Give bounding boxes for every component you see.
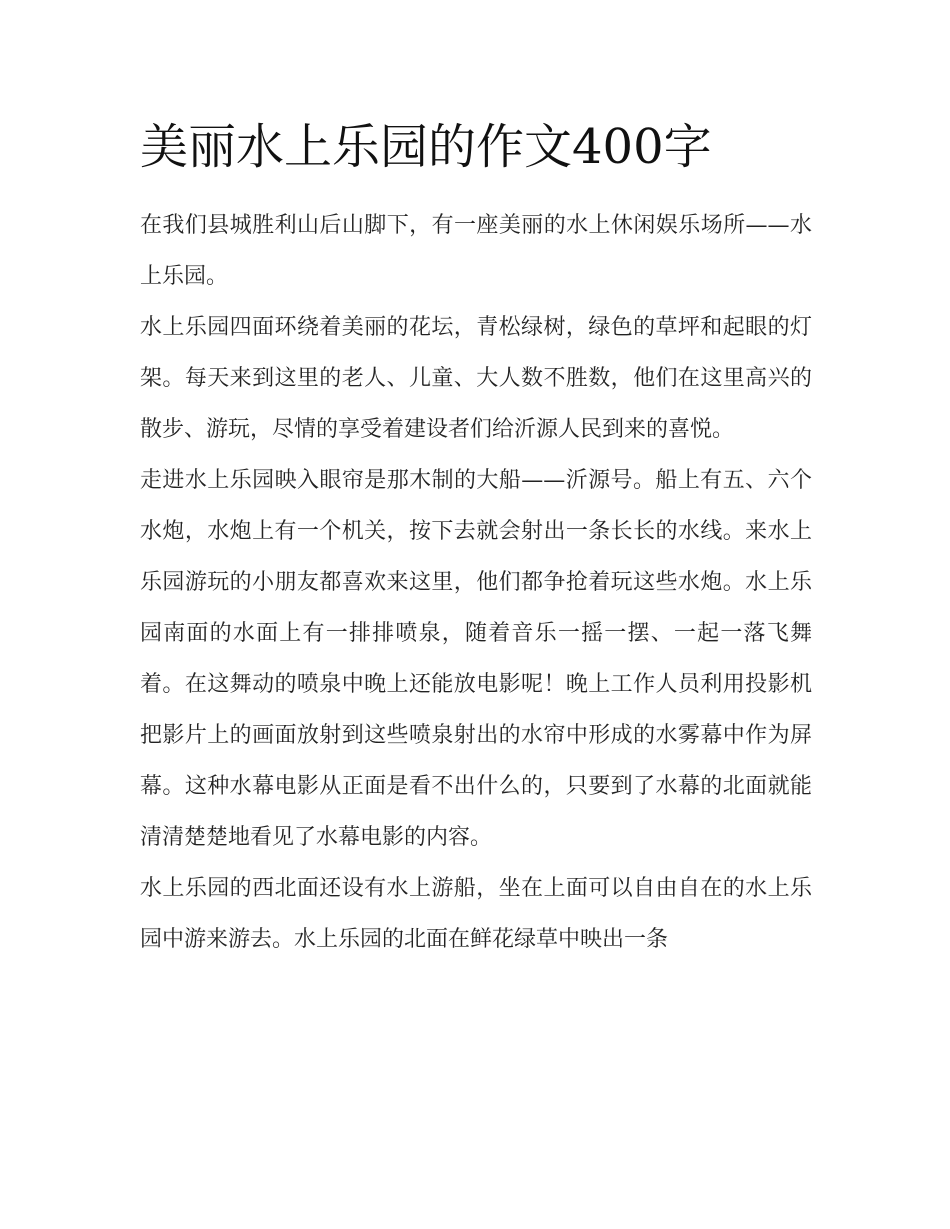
document-title: 美丽水上乐园的作文400字 — [140, 119, 712, 175]
paragraph-2: 水上乐园四面环绕着美丽的花坛，青松绿树，绿色的草坪和起眼的灯架。每天来到这里的老人、儿童、大人数不胜数，他们在这里高兴的散步、游玩，尽情的享受着建设者们给沂源人民到来的喜悦。 — [140, 315, 812, 442]
paragraph-3: 走进水上乐园映入眼帘是那木制的大船——沂源号。船上有五、六个水炮，水炮上有一个机关，按下去就会射出一条长长的水线。来水上乐园游玩的小朋友都喜欢来这里，他们都争抢着玩这些水炮。水上乐园南面的水面上有一排排喷泉，随着音乐一摇一摆、一起一落飞舞着。在这舞动的喷泉中晚上还能放电影呢！晚上工作人员利用投影机把影片上的画面放射到这些喷泉射出的水帘中形成的水雾幕中作为屏幕。这种水幕电影从正面是看不出什么的，只要到了水幕的北面就能清清楚楚地看见了水幕电影的内容。 — [140, 468, 812, 850]
document-body — [140, 200, 812, 965]
paragraph-1: 在我们县城胜利山后山脚下，有一座美丽的水上休闲娱乐场所——水上乐园。 — [140, 213, 812, 289]
paragraph-4: 水上乐园的西北面还设有水上游船，坐在上面可以自由自在的水上乐园中游来游去。水上乐园的北面在鲜花绿草中映出一条 — [140, 876, 812, 952]
